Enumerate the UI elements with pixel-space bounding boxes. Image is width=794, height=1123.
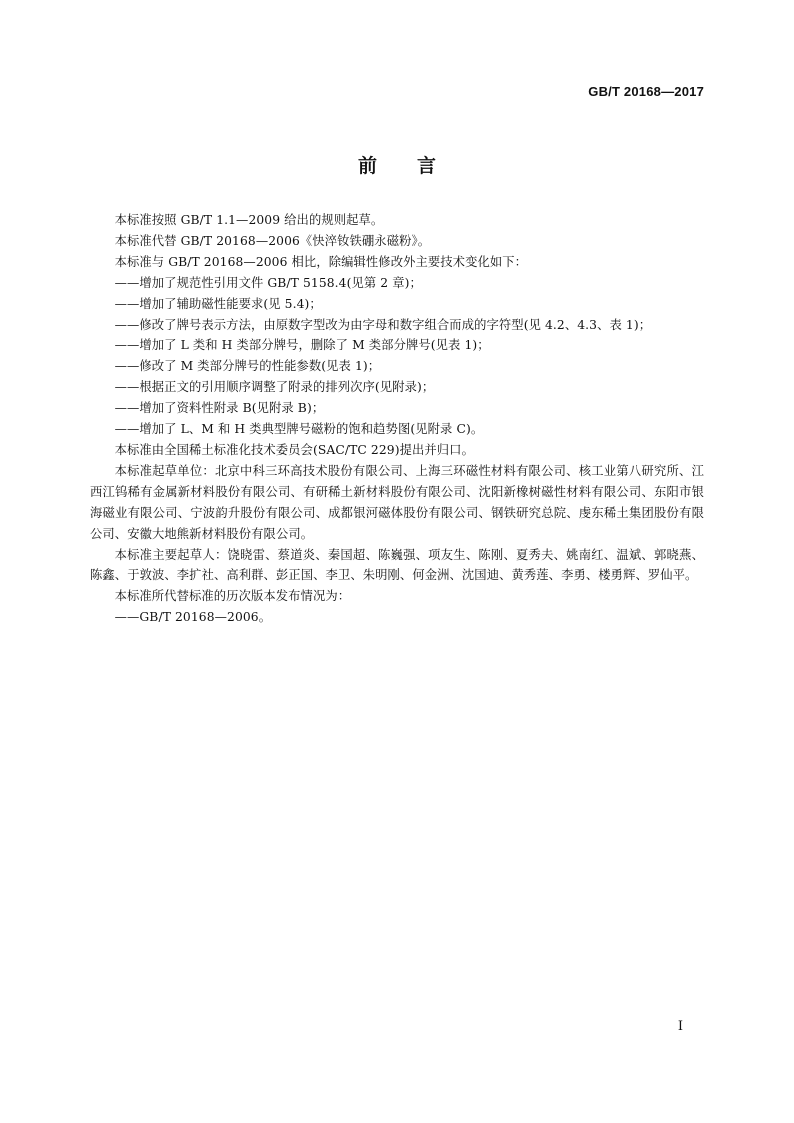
list-item-change: ——修改了 M 类部分牌号的性能参数(见表 1)；	[114, 359, 381, 374]
list-item-change: ——根据正文的引用顺序调整了附录的排列次序(见附录)；	[114, 380, 435, 395]
list-item-change: ——增加了 L 类和 H 类部分牌号，删除了 M 类部分牌号(见表 1)；	[114, 338, 490, 353]
list-item-change: ——增加了 L、M 和 H 类典型牌号磁粉的饱和趋势图(见附录 C)。	[114, 422, 484, 437]
paragraph-drafting-units: 本标准起草单位：北京中科三环高技术股份有限公司、上海三环磁性材料有限公司、核工业第八研究所、江西江钨稀有金属新材料股份有限公司、有研稀土新材料股份有限公司、沈阳新橡树磁性材料有限公司、东阳市银海磁业有限公司、宁波韵升股份有限公司、成都银河磁体股份有限公司、钢铁研究总院、虔东稀土集团股份有限公司、安徽大地熊新材料股份有限公司。	[90, 463, 704, 541]
list-item-change: ——增加了辅助磁性能要求(见 5.4)；	[114, 296, 322, 311]
list-item-change: ——修改了牌号表示方法，由原数字型改为由字母和数字组合而成的字符型(见 4.2、4.3、表 1)；	[114, 317, 652, 332]
paragraph-changes-intro: 本标准与 GB/T 20168—2006 相比，除编辑性修改外主要技术变化如下：	[114, 254, 528, 269]
standard-number-header: GB/T 20168—2017	[588, 84, 704, 99]
paragraph-version-history-intro: 本标准所代替标准的历次版本发布情况为：	[114, 589, 351, 604]
list-item-change: ——增加了资料性附录 B(见附录 B)；	[114, 401, 325, 416]
paragraph-drafting-rules: 本标准按照 GB/T 1.1—2009 给出的规则起草。	[114, 213, 384, 227]
paragraph-proposed-by: 本标准由全国稀土标准化技术委员会(SAC/TC 229)提出并归口。	[114, 442, 474, 457]
paragraph-replaces: 本标准代替 GB/T 20168—2006《快淬钕铁硼永磁粉》。	[114, 233, 431, 248]
foreword-body	[90, 210, 704, 628]
page-number: I	[677, 1019, 683, 1034]
list-item-change: ——增加了规范性引用文件 GB/T 5158.4(见第 2 章)；	[114, 275, 422, 290]
paragraph-drafters: 本标准主要起草人：饶晓雷、蔡道炎、秦国超、陈巍强、项友生、陈刚、夏秀夫、姚南红、温斌、郭晓燕、陈鑫、于敦波、李扩社、高利群、彭正国、李卫、朱明刚、何金洲、沈国迪、黄秀莲、李勇、楼勇辉、罗仙平。	[90, 547, 704, 583]
list-item-previous-version: ——GB/T 20168—2006。	[114, 610, 272, 625]
page-title: 前言	[357, 155, 476, 177]
